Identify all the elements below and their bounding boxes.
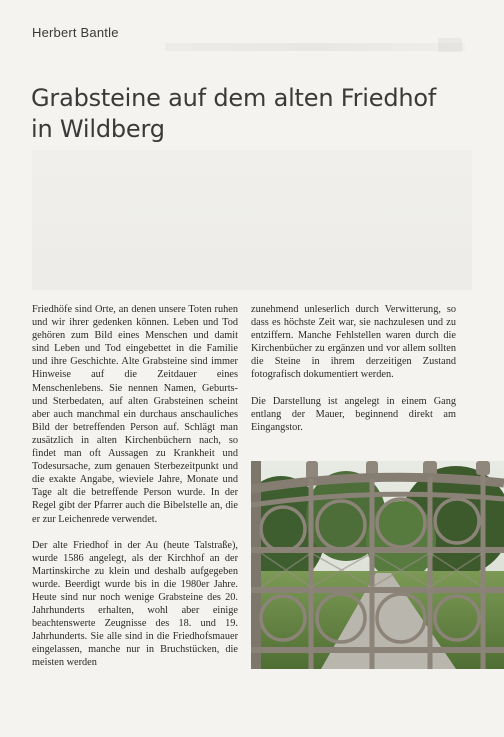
- cemetery-gate-photo: [251, 461, 504, 669]
- bottom-rail: [251, 647, 504, 653]
- paragraph: zunehmend unleserlich durch Verwitterung, so dass es höchste Zeit war, sie nachzulesen und zu entziffern. Manche Fehlstellen waren durch die Kirchenbücher zu ergänzen und vor allem sollten die Steine in ihrem derzeitigen Zustand fotografisch dokumentiert werden.: [251, 304, 456, 381]
- author-name: Herbert Bantle: [32, 25, 119, 40]
- paragraph: Der alte Friedhof in der Au (heute Talstraße), wurde 1586 angelegt, als der Kirchhof an der Martinskirche zu klein und deshalb aufgegeben wurde. Beerdigt wurde bis in die 1980er Jahre. Heute sind nur noch wenige Grabsteine des 20. Jahrhunderts erhalten, wohl aber einige beachtenswerte Zeugnisse des 18. und 19. Jahrhunderts. Sie alle sind in die Friedhofsmauer eingelassen, manche nur in Bruchstücken, die meisten werden: [32, 539, 238, 669]
- gate-illustration: [251, 461, 504, 669]
- title-line-1: Grabsteine auf dem alten Friedhof: [31, 84, 437, 112]
- bleed-through-block: [32, 150, 472, 290]
- paragraph: Die Darstellung ist angelegt in einem Gang entlang der Mauer, beginnend direkt am Eingangstor.: [251, 395, 456, 433]
- paragraph: Friedhöfe sind Orte, an denen unsere Toten ruhen und wir ihrer gedenken können. Leben und Tod gehören zum Bild eines Menschen und damit sind Leben und Tod eingebettet in die Familie und ihre Geschichte. Alte Grabsteine sind immer Hinweise auf die Zeitdauer eines Menschenlebens. Sie nennen Namen, Geburts- und Sterbedaten, auf alten Grabsteinen scheint aber auch manchmal ein durchaus anschauliches Bild der betreffenden Person auf. Schlägt man zusätzlich in alten Kirchenbüchern nach, so findet man oft Aussagen zu Krankheit und Todesursache, zum genauen Sterbezeitpunkt und die exakte Angabe, wieviele Jahre, Monate und Tage alt die betreffende Person wurde. In der Regel gibt der Pfarrer auch die Bibelstelle an, die er zur Leichenrede verwendet.: [32, 304, 238, 525]
- finial: [476, 461, 490, 475]
- left-column: [32, 303, 238, 683]
- finial: [306, 461, 318, 479]
- article-title: [31, 83, 471, 145]
- right-column: [251, 303, 456, 447]
- title-line-2: in Wildberg: [31, 115, 165, 143]
- bleed-through-page-number: [438, 38, 462, 52]
- bleed-through-header: [165, 43, 465, 51]
- tree: [366, 501, 436, 581]
- lower-rail: [251, 587, 504, 593]
